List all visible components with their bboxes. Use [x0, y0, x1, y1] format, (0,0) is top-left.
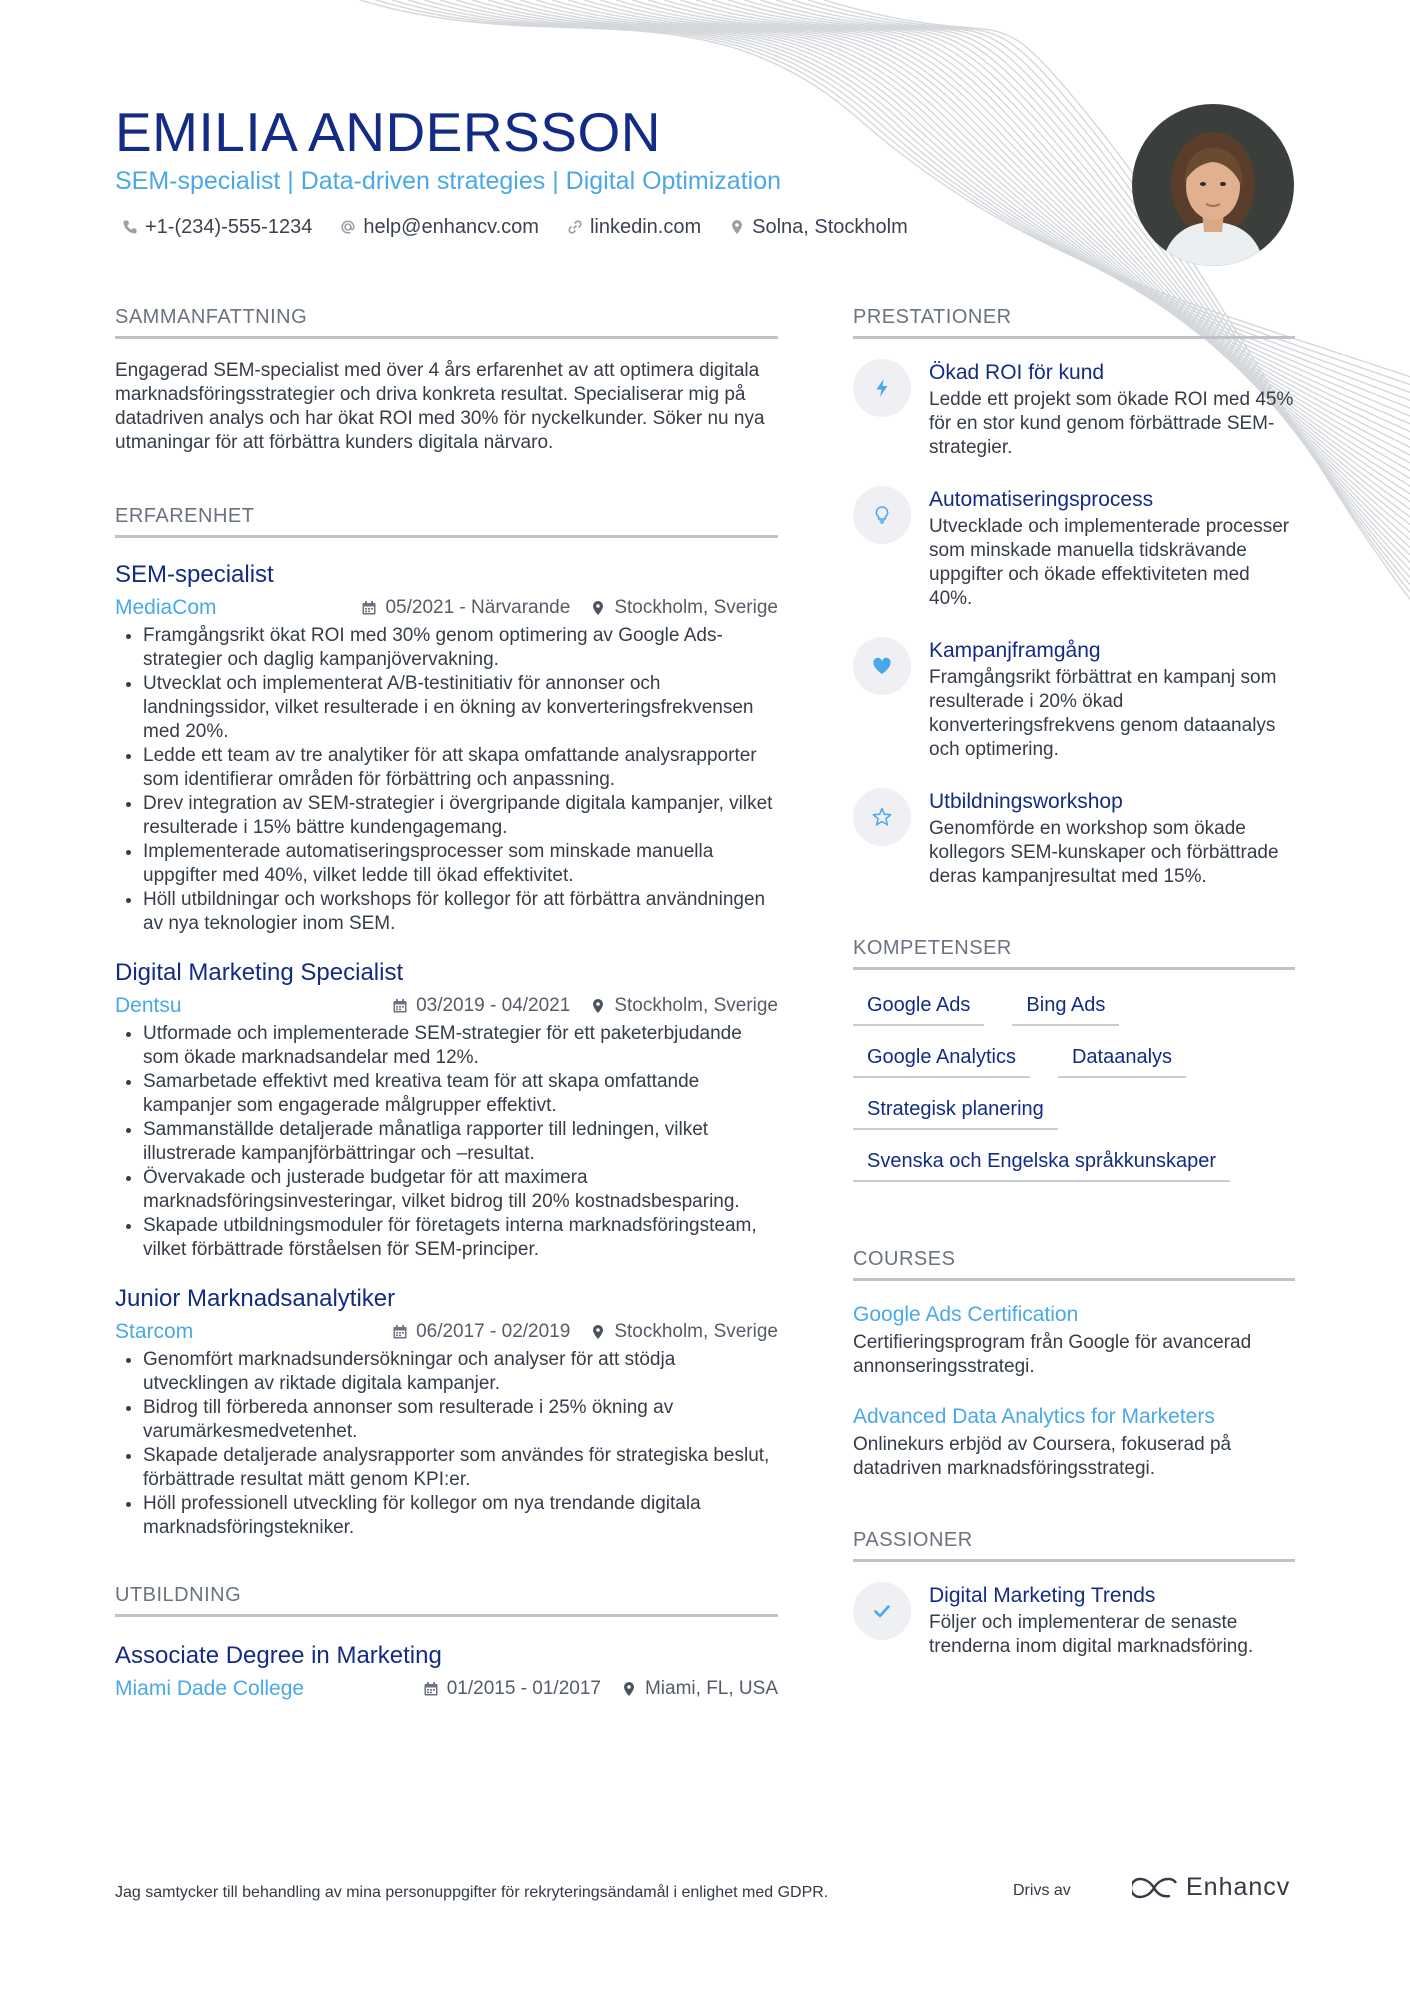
skill-tag: Google Ads	[853, 992, 984, 1026]
education-entry	[115, 1641, 778, 1703]
bullet-item: • Höll professionell utveckling för kollegor om nya trendande digitala marknadsföringstekniker.	[143, 1492, 778, 1540]
enhancv-logo-text: Enhancv	[1186, 1873, 1291, 1901]
location-text: Solna, Stockholm	[752, 216, 908, 238]
job-bullets	[115, 624, 778, 936]
job-dates: 03/2019 - 04/2021	[416, 995, 571, 1016]
job-entry	[115, 1284, 778, 1540]
bullet-item: • Bidrog till förbereda annonser som resulterade i 25% ökning av varumärkesmedvetenhet.	[143, 1396, 778, 1444]
left-column	[115, 304, 778, 1703]
achievement-desc: Utvecklade och implementerade processer som minskade manuella tidskrävande uppgifter och ökade effektiviteten med 40%.	[929, 516, 1290, 609]
bullet-item: • Höll utbildningar och workshops för kollegor för att förbättra användningen av nya teknologier inom SEM.	[143, 888, 778, 936]
contact-bar	[122, 213, 908, 241]
location-pin-icon	[729, 219, 745, 235]
company-name: MediaCom	[115, 596, 217, 619]
course-desc: Certifieringsprogram från Google för avancerad annonseringsstrategi.	[853, 1332, 1252, 1377]
course-item	[853, 1301, 1295, 1379]
enhancv-logo[interactable]	[1132, 1873, 1290, 1902]
profile-photo	[1132, 104, 1294, 266]
phone-text: +1-(234)-555-1234	[145, 216, 313, 238]
achievement-item	[853, 637, 1295, 762]
skill-tag: Dataanalys	[1058, 1044, 1186, 1078]
location-pin-icon	[590, 600, 606, 616]
bullet-item: • Övervakade och justerade budgetar för att maximera marknadsföringsinvesteringar, vilket bidrog till 20% kostnadsbesparing.	[143, 1166, 778, 1214]
location-pin-icon	[590, 998, 606, 1014]
calendar-icon	[392, 998, 408, 1014]
skills-list	[853, 992, 1295, 1182]
achievement-item	[853, 788, 1295, 889]
link-icon	[567, 219, 583, 235]
education-location: Miami, FL, USA	[644, 1678, 778, 1699]
location-pin-icon	[590, 1324, 606, 1340]
right-column	[853, 304, 1295, 1659]
course-desc: Onlinekurs erbjöd av Coursera, fokuserad på datadriven marknadsföringsstrategi.	[853, 1434, 1232, 1479]
bullet-item: • Implementerade automatiseringsprocesser som minskade manuella uppgifter med 40%, vilket ledde till ökad effektivitet.	[143, 840, 778, 888]
education-heading: UTBILDNING	[115, 1582, 778, 1617]
job-entry	[115, 958, 778, 1262]
school-name: Miami Dade College	[115, 1677, 305, 1700]
phone-icon	[122, 219, 138, 235]
bullet-item: • Skapade detaljerade analysrapporter som användes för strategiska beslut, förbättrade resultat mätt genom KPI:er.	[143, 1444, 778, 1492]
skill-tag: Strategisk planering	[853, 1096, 1058, 1130]
job-bullets	[115, 1348, 778, 1540]
bullet-item: • Genomfört marknadsundersökningar och analyser för att stödja utvecklingen av riktade digitala kampanjer.	[143, 1348, 778, 1396]
passions-heading: PASSIONER	[853, 1527, 1295, 1562]
bullet-item: • Framgångsrikt ökat ROI med 30% genom optimering av Google Ads-strategier och daglig kampanjövervakning.	[143, 624, 778, 672]
contact-email[interactable]	[340, 213, 539, 241]
calendar-icon	[423, 1681, 439, 1697]
skills-heading: KOMPETENSER	[853, 935, 1295, 970]
location-pin-icon	[621, 1681, 637, 1697]
passion-title: Digital Marketing Trends	[929, 1584, 1156, 1607]
job-dates: 05/2021 - Närvarande	[385, 597, 571, 618]
summary-heading: SAMMANFATTNING	[115, 304, 778, 339]
linkedin-text: linkedin.com	[589, 216, 702, 238]
lightbulb-icon	[871, 504, 893, 526]
contact-linkedin[interactable]	[567, 213, 701, 241]
company-name: Starcom	[115, 1320, 194, 1343]
company-name: Dentsu	[115, 994, 182, 1017]
job-title: Junior Marknadsanalytiker	[115, 1285, 396, 1312]
bullet-item: • Drev integration av SEM-strategier i övergripande digitala kampanjer, vilket resulterade i 15% bättre kundengagemang.	[143, 792, 778, 840]
lightning-icon	[871, 377, 893, 399]
summary-text: Engagerad SEM-specialist med över 4 års erfarenhet av att optimera digitala marknadsföringsstrategier och driva konkreta resultat. Specialiserar mig på datadriven analys och har ökat ROI med 30% för nyckelkunder. Söker nu nya utmaningar för att förbättra kunders digitala närvaro.	[115, 360, 765, 453]
headline: SEM-specialist | Data-driven strategies | Digital Optimization	[115, 167, 782, 195]
job-location: Stockholm, Sverige	[614, 597, 778, 618]
bullet-item: • Utvecklat och implementerat A/B-testinitiativ för annonser och landningssidor, vilket resulterade i en ökning av konverteringsfrekvensen med 20%.	[143, 672, 778, 744]
bullet-item: • Ledde ett team av tre analytiker för att skapa omfattande analysrapporter som identifierar områden för förbättring och anpassning.	[143, 744, 778, 792]
achievement-desc: Ledde ett projekt som ökade ROI med 45% för en stor kund genom förbättrade SEM-strategier.	[929, 389, 1294, 458]
calendar-icon	[361, 600, 377, 616]
course-title: Advanced Data Analytics for Marketers	[853, 1405, 1215, 1428]
passion-item	[853, 1582, 1295, 1659]
course-title: Google Ads Certification	[853, 1303, 1079, 1326]
course-item	[853, 1403, 1295, 1481]
passion-desc: Följer och implementerar de senaste trenderna inom digital marknadsföring.	[929, 1612, 1254, 1657]
achievement-title: Automatiseringsprocess	[929, 488, 1154, 511]
bullet-item: • Utformade och implementerade SEM-strategier för ett paketerbjudande som ökade marknadsandelar med 12%.	[143, 1022, 778, 1070]
job-entry	[115, 560, 778, 936]
job-location: Stockholm, Sverige	[614, 1321, 778, 1342]
degree-title: Associate Degree in Marketing	[115, 1642, 442, 1669]
email-text: help@enhancv.com	[363, 216, 539, 238]
heart-icon	[871, 655, 893, 677]
achievement-item	[853, 486, 1295, 611]
job-title: Digital Marketing Specialist	[115, 959, 404, 986]
experience-heading: ERFARENHET	[115, 503, 778, 538]
contact-location	[729, 213, 908, 241]
bullet-item: • Sammanställde detaljerade månatliga rapporter till ledningen, vilket illustrerade kampanjförbättringar och –resultat.	[143, 1118, 778, 1166]
candidate-name: EMILIA ANDERSSON	[115, 101, 661, 163]
skill-tag: Bing Ads	[1012, 992, 1119, 1026]
achievement-desc: Framgångsrikt förbättrat en kampanj som resulterade i 20% ökad konverteringsfrekvens genom dataanalys och optimering.	[929, 667, 1277, 760]
skill-tag: Google Analytics	[853, 1044, 1030, 1078]
job-location: Stockholm, Sverige	[614, 995, 778, 1016]
achievement-item	[853, 359, 1295, 460]
achievements-heading: PRESTATIONER	[853, 304, 1295, 339]
contact-phone[interactable]	[122, 213, 312, 241]
achievement-title: Kampanjframgång	[929, 639, 1101, 662]
at-icon	[340, 219, 356, 235]
education-dates: 01/2015 - 01/2017	[446, 1678, 601, 1699]
powered-by-label: Drivs av	[1013, 1882, 1071, 1899]
job-bullets	[115, 1022, 778, 1262]
bullet-item: • Samarbetade effektivt med kreativa team för att skapa omfattande kampanjer som engagerade målgrupper effektivt.	[143, 1070, 778, 1118]
job-title: SEM-specialist	[115, 561, 274, 588]
enhancv-logo-icon	[1132, 1875, 1178, 1901]
achievement-desc: Genomförde en workshop som ökade kollegors SEM-kunskaper och förbättrade deras kampanjresultat med 15%.	[929, 818, 1279, 887]
achievement-title: Utbildningsworkshop	[929, 790, 1123, 813]
checkmark-icon	[871, 1600, 893, 1622]
star-icon	[871, 806, 893, 828]
calendar-icon	[392, 1324, 408, 1340]
achievement-title: Ökad ROI för kund	[929, 361, 1105, 384]
skill-tag: Svenska och Engelska språkkunskaper	[853, 1148, 1230, 1182]
job-dates: 06/2017 - 02/2019	[416, 1321, 571, 1342]
gdpr-consent: Jag samtycker till behandling av mina personuppgifter för rekryteringsändamål i enlighet med GDPR.	[115, 1884, 829, 1901]
courses-heading: COURSES	[853, 1246, 1295, 1281]
bullet-item: • Skapade utbildningsmoduler för företagets interna marknadsföringsteam, vilket förbättrade förståelsen för SEM-principer.	[143, 1214, 778, 1262]
